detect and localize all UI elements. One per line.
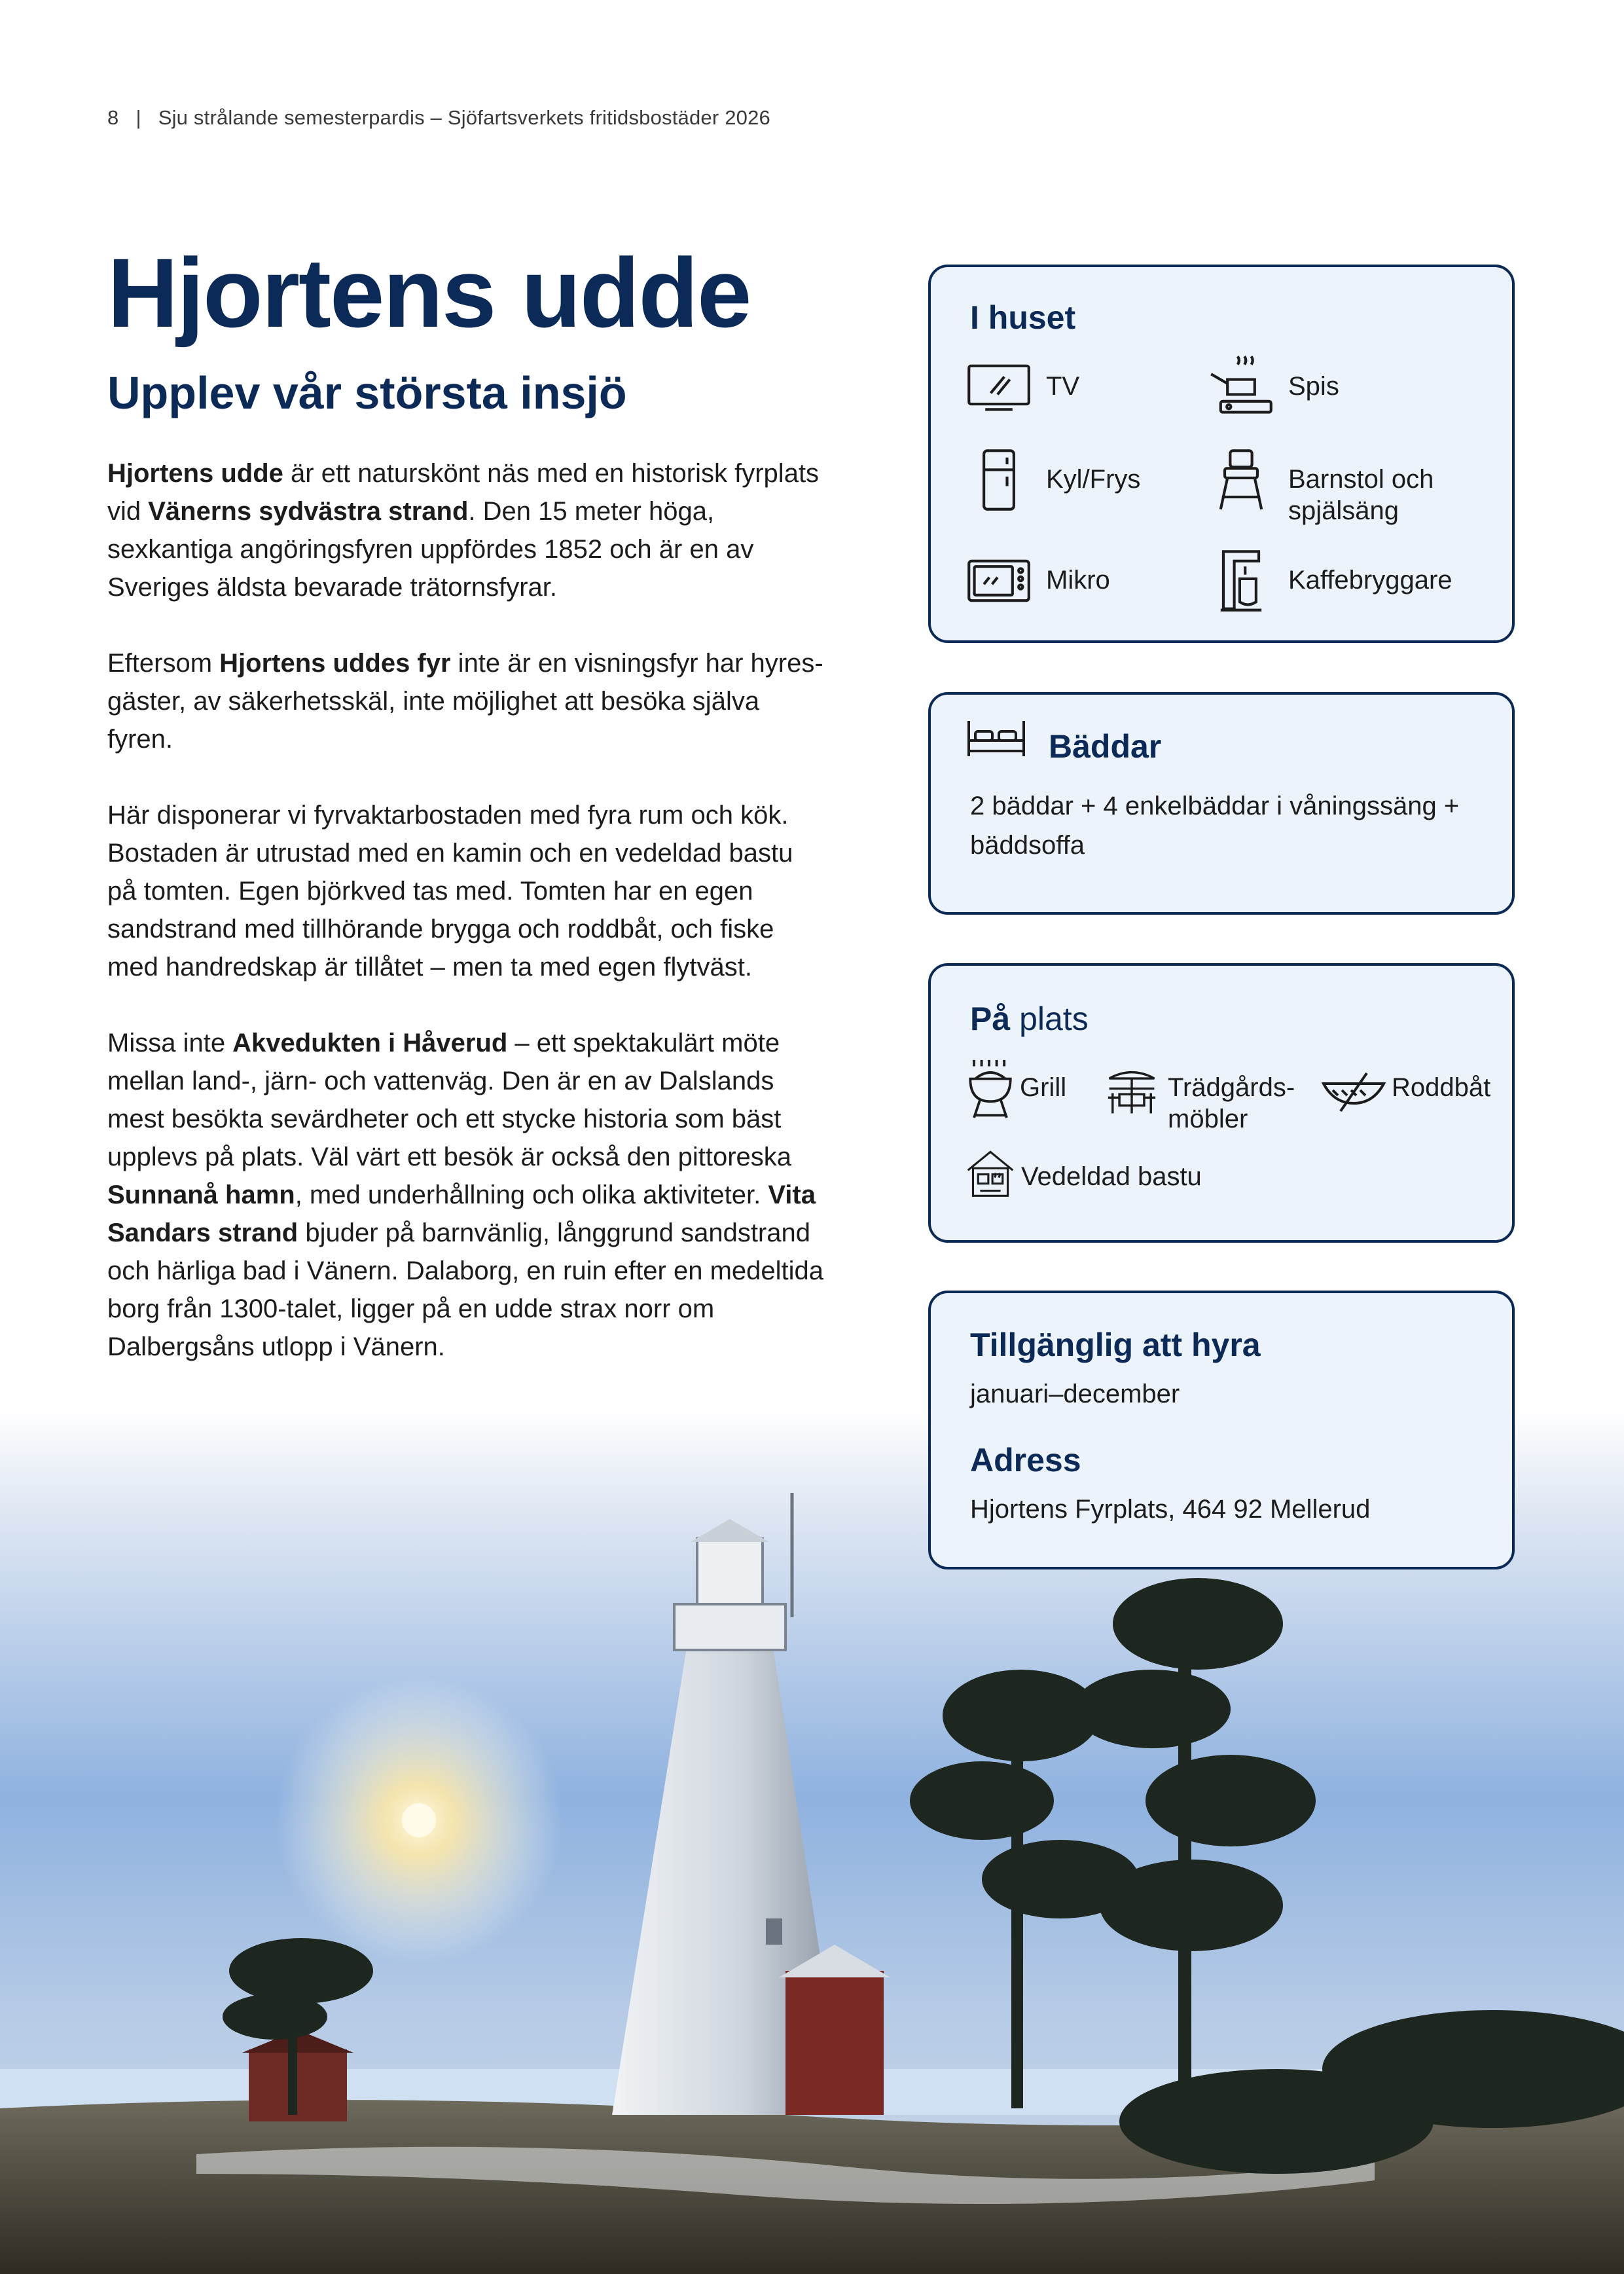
paragraph-2	[107, 644, 827, 758]
paragraph-1	[107, 454, 827, 606]
address-value: Hjortens Fyrplats, 464 92 Mellerud	[970, 1495, 1371, 1524]
text: . Den 15 meter höga, sexkantiga angöringsfyren uppfördes 1852 och är en av Sveriges äldsta bevarade trätornsfyrar.	[107, 497, 754, 602]
fridge-icon	[965, 445, 1033, 513]
on-site-title	[970, 1000, 1089, 1038]
amenity-label: Roddbåt	[1392, 1073, 1491, 1102]
amenity-coffee-maker	[1207, 564, 1453, 614]
grill-icon	[965, 1057, 1016, 1120]
amenity-label: Kyl/Frys	[1046, 465, 1141, 494]
amenity-label: Spis	[1288, 372, 1339, 401]
text: – ett spektakulärt möte mellan land-, järn- och vattenväg. Den är en av Dalslands mest besökta sevärdheter och ett stycke historia som bäst upplevs på plats. Väl värt ett besök är också den pittoreska	[107, 1029, 792, 1171]
highchair-icon	[1207, 445, 1275, 513]
amenity-label: Barnstol och spjälsäng	[1288, 465, 1434, 525]
microwave-icon	[965, 546, 1033, 614]
amenity-label: Grill	[1020, 1073, 1067, 1102]
beds-text: 2 bäddar + 4 enkelbäddar i våningssäng + bäddsoffa	[970, 792, 1460, 860]
sauna-icon	[965, 1148, 1016, 1199]
text: Här disponerar vi fyrvaktarbostaden med fyra rum och kök. Bostaden är utrustad med en kamin och en vedeldad bastu på tomten. Egen björkved tas med. Tomten har en egen sandstrand med tillhörande brygga och roddbåt, och fiske med handredskap är tillåtet – men ta med egen flytväst.	[107, 801, 793, 981]
paragraph-4	[107, 1024, 827, 1366]
amenity-stove	[1207, 371, 1339, 420]
amenity-microwave	[965, 564, 1110, 614]
beds-title: Bäddar	[1049, 728, 1162, 765]
bed-icon	[964, 714, 1029, 767]
page-title: Hjortens udde	[107, 238, 751, 348]
paragraph-3	[107, 796, 827, 986]
on-site-title-rest: plats	[1019, 1000, 1089, 1037]
amenity-label: Kaffebryggare	[1288, 566, 1453, 595]
running-header	[107, 106, 770, 130]
text: är ett naturskönt näs med en historisk fyrplats vid	[107, 459, 820, 526]
rowboat-icon	[1321, 1069, 1386, 1115]
text: , med underhållning och olika aktiviteter.	[295, 1181, 768, 1209]
coffee-maker-icon	[1207, 546, 1275, 614]
bold-text: Hjortens uddes fyr	[219, 649, 451, 678]
amenity-fridge	[965, 464, 1140, 513]
text: inte är en visningsfyr har hyresgäster, av säkerhetsskäl, inte möjlighet att besöka själva fyren.	[107, 649, 823, 754]
amenity-rowboat	[1321, 1072, 1490, 1115]
amenity-label: Vedeldad bastu	[1021, 1162, 1202, 1191]
text: bjuder på barnvänlig, långgrund sandstrand och härliga bad i Vänern. Dalaborg, en ruin efter en medeltida borg från 1300-talet, ligger på en udde strax norr om Dalbergsåns utlopp i Vänern.	[107, 1219, 824, 1361]
header-separator: |	[135, 106, 141, 129]
on-site-box	[928, 963, 1515, 1243]
bold-text: Hjortens udde	[107, 459, 283, 488]
house-amenities-title: I huset	[970, 299, 1076, 336]
bold-text: Vita Sandars strand	[107, 1181, 816, 1247]
amenity-garden-furniture	[1104, 1072, 1295, 1135]
amenity-highchair	[1207, 464, 1469, 526]
house-amenities-box	[928, 265, 1515, 643]
text: Missa inte	[107, 1029, 233, 1057]
amenity-label: Trädgårdsmöbler	[1168, 1073, 1295, 1133]
publication-title: Sju strålande semesterpardis – Sjöfartsverkets fritidsbostäder 2026	[158, 106, 770, 129]
available-label: Tillgänglig att hyra	[970, 1327, 1261, 1363]
bold-text: Akvedukten i Håverud	[232, 1029, 508, 1057]
page-number: 8	[107, 106, 119, 129]
bold-text: Sunnanå hamn	[107, 1181, 295, 1209]
garden-furniture-icon	[1104, 1063, 1160, 1119]
article-body	[107, 454, 827, 1518]
available-value: januari–december	[970, 1380, 1180, 1408]
availability-box	[928, 1291, 1515, 1569]
text: Eftersom	[107, 649, 220, 678]
stove-icon	[1207, 352, 1275, 420]
beds-box	[928, 692, 1515, 915]
page-subtitle: Upplev vår största insjö	[107, 367, 627, 418]
amenity-grill	[965, 1072, 1066, 1120]
amenity-tv	[965, 371, 1079, 420]
amenity-label: Mikro	[1046, 566, 1110, 595]
address-label: Adress	[970, 1442, 1081, 1478]
amenity-label: TV	[1046, 372, 1080, 401]
tv-icon	[965, 352, 1033, 420]
bold-text: Vänerns sydvästra strand	[148, 497, 469, 526]
amenity-sauna	[965, 1161, 1202, 1199]
on-site-title-bold: På	[970, 1000, 1011, 1037]
